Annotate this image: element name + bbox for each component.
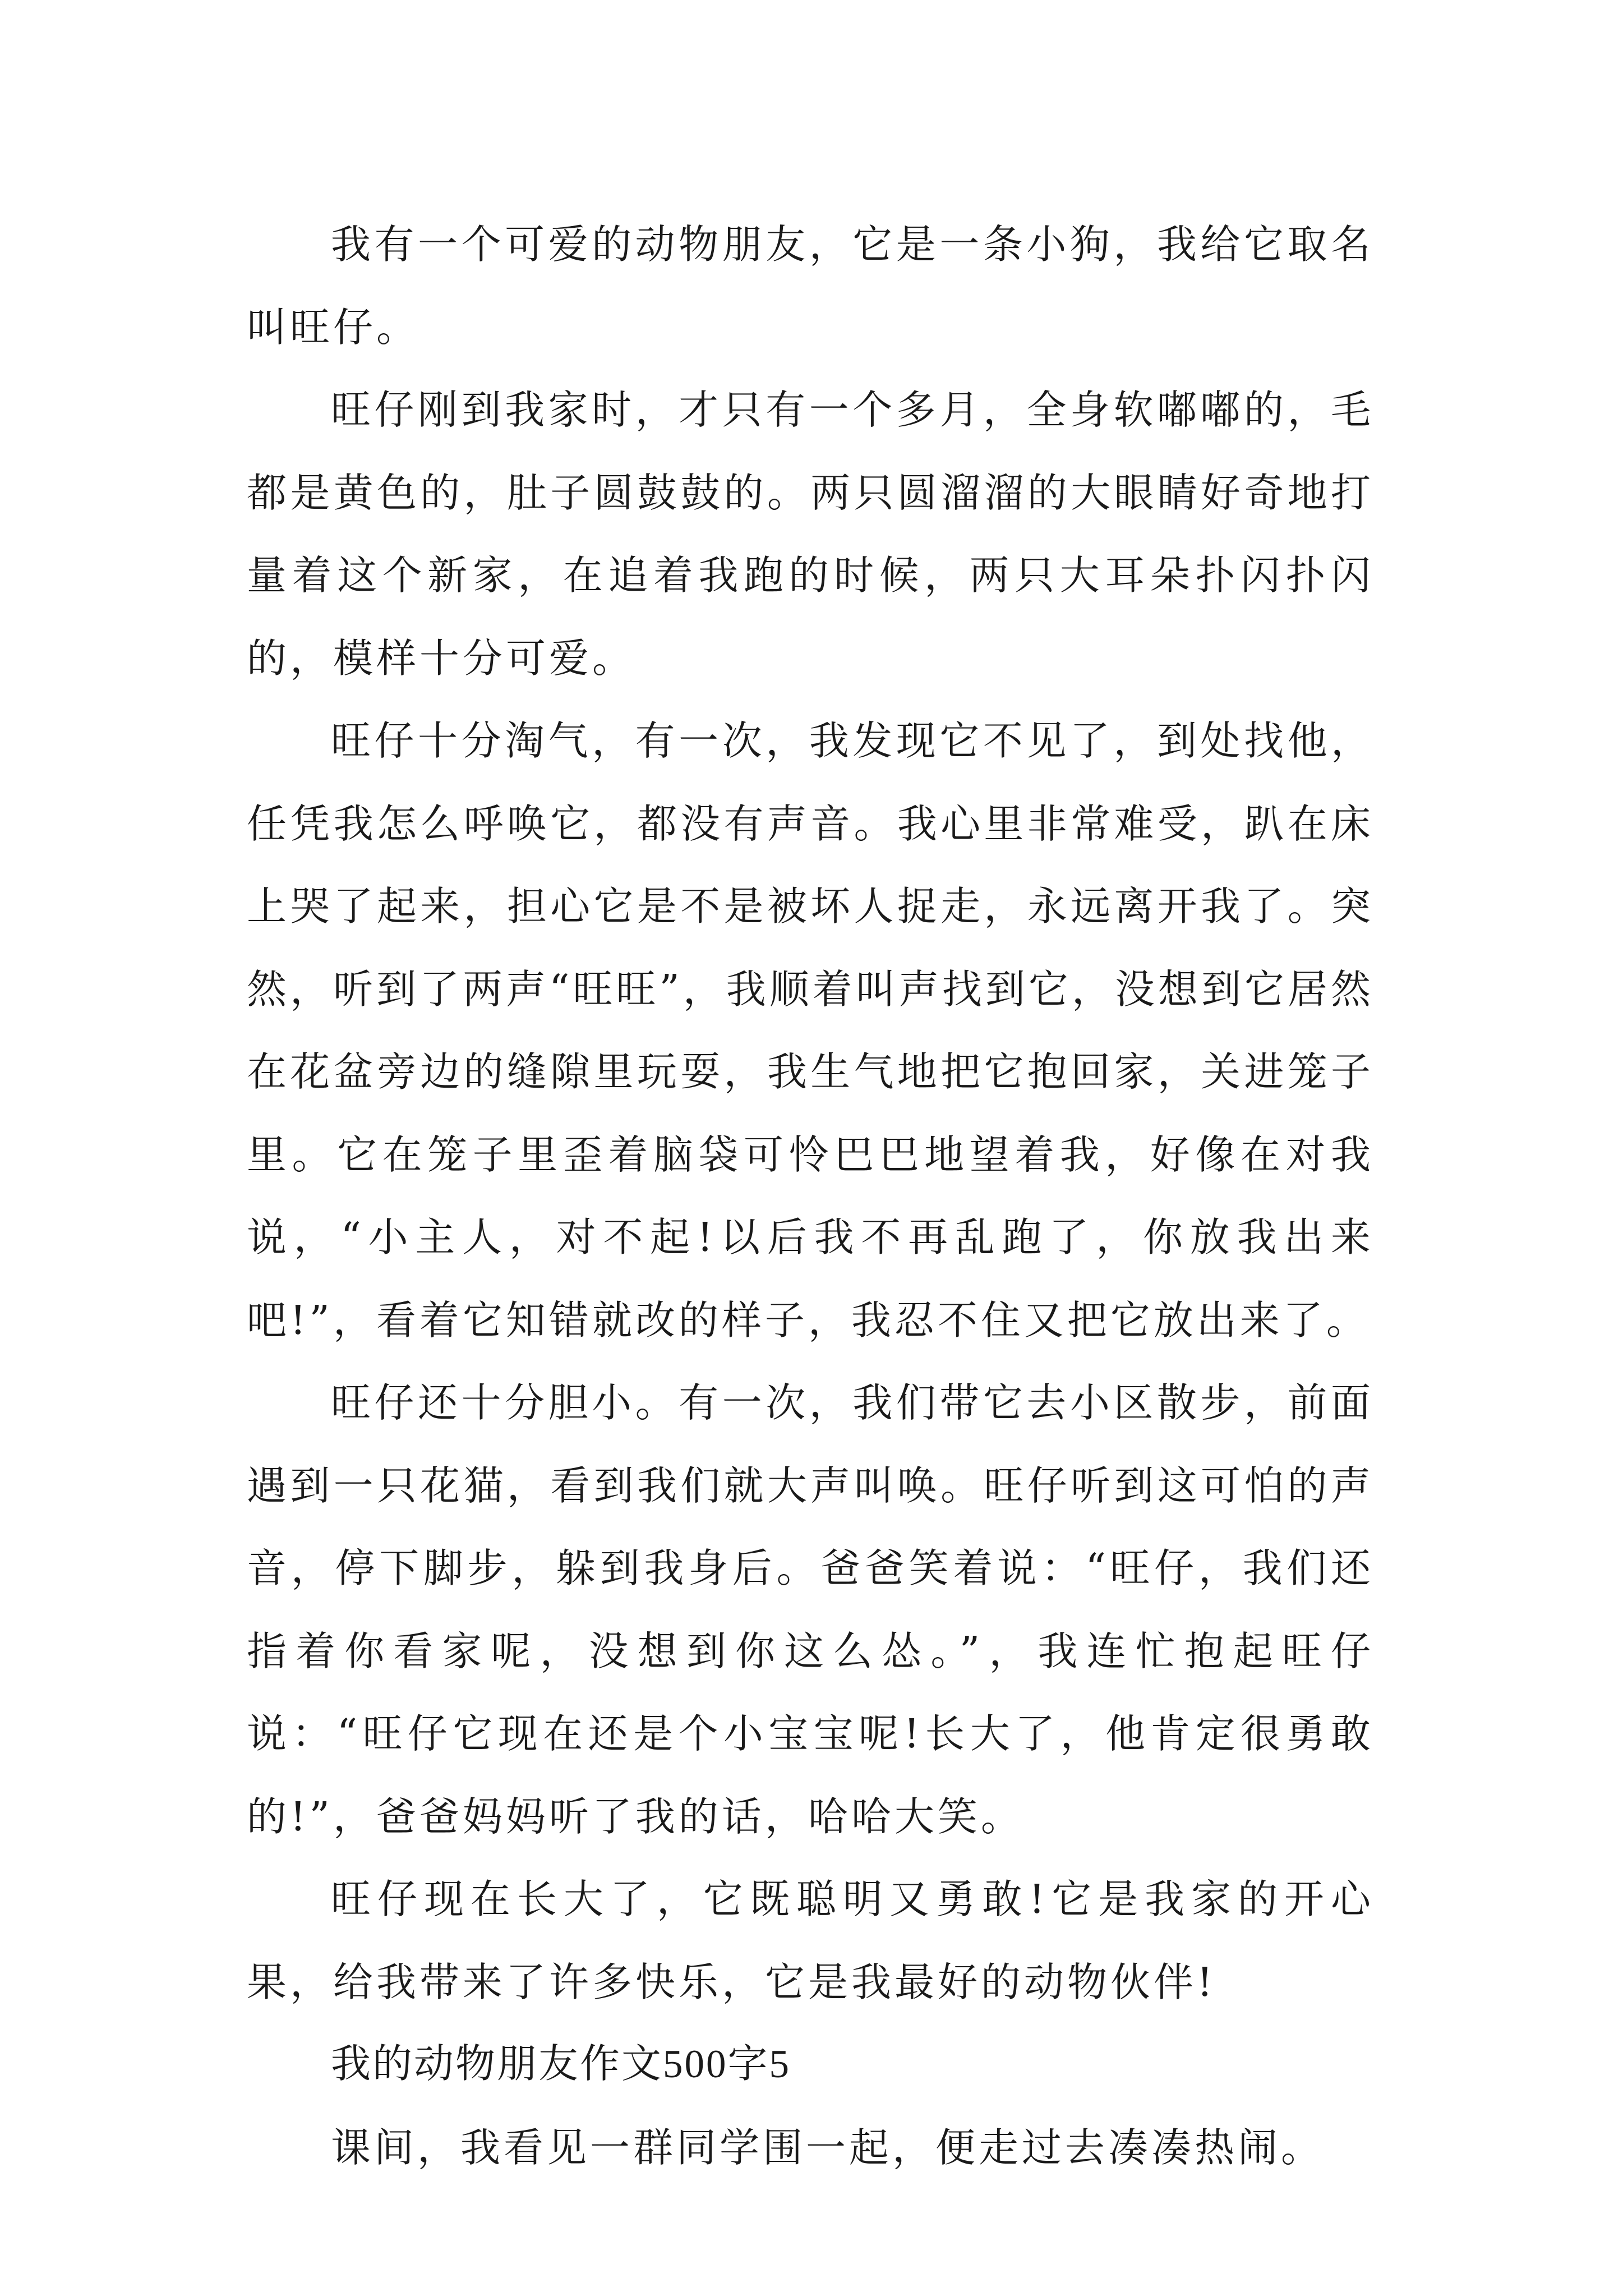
paragraph-naughty: 旺仔十分淘气，有一次，我发现它不见了，到处找他，任凭我怎么呼唤它，都没有声音。我心里非常难受，趴在床上哭了起来，担心它是不是被坏人捉走，永远离开我了。突然，听到了两声“旺旺”，我顺着叫声找到它，没想到它居然在花盆旁边的缝隙里玩耍，我生气地把它抱回家，关进笼子里。它在笼子里歪着脑袋可怜巴巴地望着我，好像在对我说，“小主人，对不起!以后我不再乱跑了，你放我出来吧!”，看着它知错就改的样子，我忍不住又把它放出来了。 (247, 717, 1374, 1343)
paragraph-timid: 旺仔还十分胆小。有一次，我们带它去小区散步，前面遇到一只花猫，看到我们就大声叫唤。旺仔听到这可怕的声音，停下脚步，躲到我身后。爸爸笑着说：“旺仔，我们还指着你看家呢，没想到你这么怂。”，我连忙抱起旺仔说：“旺仔它现在还是个小宝宝呢!长大了，他肯定很勇敢的!”，爸爸妈妈听了我的话，哈哈大笑。 (247, 1379, 1374, 1840)
section-title: 我的动物朋友作文500字5 (331, 2042, 791, 2086)
paragraph-appearance: 旺仔刚到我家时，才只有一个多月，全身软嘟嘟的，毛都是黄色的，肚子圆鼓鼓的。两只圆溜溜的大眼睛好奇地打量着这个新家，在追着我跑的时候，两只大耳朵扑闪扑闪的，模样十分可爱。 (247, 386, 1374, 682)
paragraph-next-essay: 课间，我看见一群同学围一起，便走过去凑凑热闹。 (331, 2124, 1325, 2171)
document-body (247, 203, 1374, 2189)
paragraph-intro: 我有一个可爱的动物朋友，它是一条小狗，我给它取名叫旺仔。 (247, 221, 1374, 351)
paragraph-conclusion: 旺仔现在长大了，它既聪明又勇敢!它是我家的开心果，给我带来了许多快乐，它是我最好的动物伙伴! (247, 1876, 1374, 2005)
